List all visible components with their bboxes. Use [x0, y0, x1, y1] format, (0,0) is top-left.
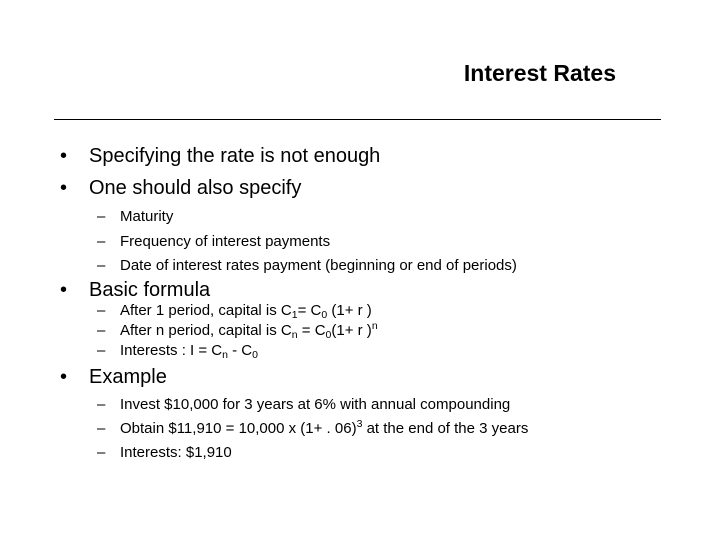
example-line-2	[97, 420, 528, 437]
example-text: Invest $10,000 for 3 years at 6% with annual compounding	[120, 396, 511, 413]
bullet-marker: •	[60, 177, 68, 199]
sub-item-date	[97, 257, 517, 274]
bullet-marker: •	[60, 145, 68, 167]
sub-item-text: Maturity	[120, 208, 174, 225]
example-text: Interests: $1,910	[120, 444, 232, 461]
subscript: 1	[291, 309, 298, 322]
dash-marker: –	[97, 208, 106, 225]
example-text: at the end of the 3 years	[362, 420, 529, 437]
dash-marker: –	[97, 342, 106, 359]
subscript: 0	[252, 349, 258, 362]
dash-marker: –	[97, 444, 106, 461]
slide-title: Interest Rates	[463, 60, 616, 86]
bullet-text: Example	[89, 366, 167, 388]
dash-marker: –	[97, 396, 106, 413]
subscript: n	[291, 329, 298, 342]
superscript: 3	[356, 418, 363, 431]
bullet-marker: •	[60, 366, 68, 388]
bullet-text: One should also specify	[89, 177, 302, 199]
sub-item-frequency	[97, 233, 330, 250]
example-line-1	[97, 396, 510, 413]
formula-text: - C	[227, 342, 253, 359]
example-line-3	[97, 444, 232, 461]
bullet-also-specify	[60, 177, 301, 200]
bullet-marker: •	[60, 279, 68, 301]
bullet-example	[60, 366, 167, 389]
dash-marker: –	[97, 233, 106, 250]
formula-line-3	[97, 342, 258, 362]
sub-item-text: Date of interest rates payment (beginning or end of periods)	[120, 257, 517, 274]
dash-marker: –	[97, 420, 106, 437]
subscript: 0	[321, 309, 328, 322]
bullet-text: Specifying the rate is not enough	[89, 145, 381, 167]
formula-text: After 1 period, capital is C	[120, 302, 292, 319]
formula-line-2	[97, 320, 378, 342]
formula-text: Interests : I = C	[120, 342, 223, 359]
formula-text: After n period, capital is C	[120, 322, 292, 339]
formula-line-1	[97, 302, 372, 322]
bullet-text: Basic formula	[89, 279, 211, 301]
sub-item-maturity	[97, 208, 173, 225]
formula-text: = C	[297, 322, 326, 339]
bullet-basic-formula	[60, 279, 210, 302]
formula-text: (1+ r )	[331, 322, 372, 339]
subscript: 0	[325, 329, 332, 342]
dash-marker: –	[97, 302, 106, 319]
sub-item-text: Frequency of interest payments	[120, 233, 331, 250]
subscript: n	[222, 349, 228, 362]
example-text: Obtain $11,910 = 10,000 x (1+ . 06)	[120, 420, 357, 437]
title-divider	[54, 119, 661, 120]
dash-marker: –	[97, 257, 106, 274]
superscript: n	[371, 320, 378, 333]
dash-marker: –	[97, 322, 106, 339]
bullet-specifying-rate	[60, 145, 380, 168]
formula-text: (1+ r )	[327, 302, 372, 319]
formula-text: = C	[297, 302, 322, 319]
